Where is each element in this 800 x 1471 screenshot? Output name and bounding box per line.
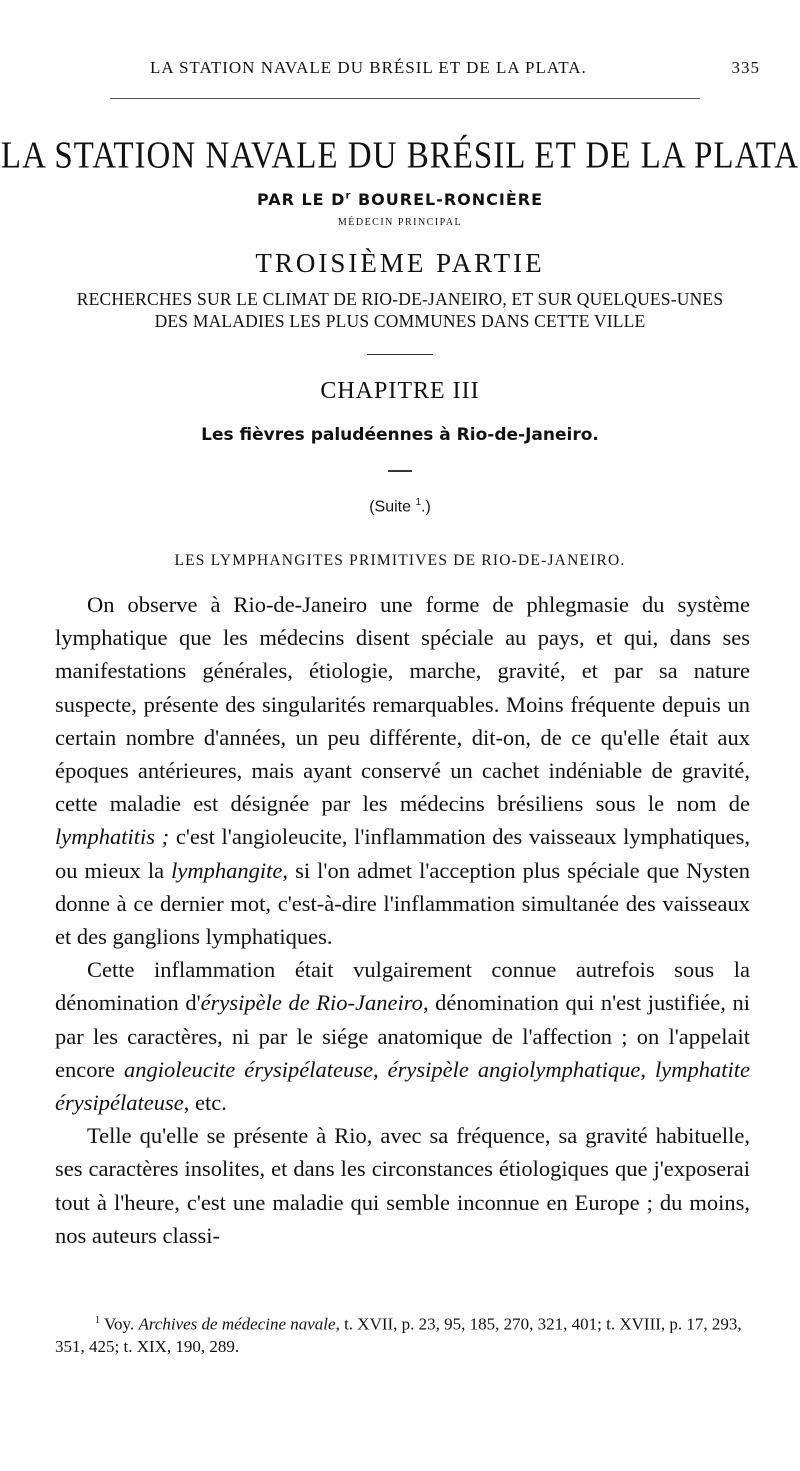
part-subtitle [0,288,800,332]
paragraph-1 [55,588,750,953]
page-number: 335 [731,58,760,77]
p1-text-a: On observe à Rio-de-Janeiro une forme de phlegmasie du système lymphatique que les médecins disent spéciale au pays, et qui, dans ses manifestations générales, étiologie, marche, gravité, et par sa nature suspecte, présente des singularités remarquables. Moins fréquente depuis un certain nombre d'années, un peu différente, dit-on, de ce qu'elle était aux époques antérieures, mais ayant conservé un cachet indéniable de gravité, cette maladie est désignée par les médecins brésiliens sous le nom de [55,592,750,817]
part-subtitle-line-1: RECHERCHES SUR LE CLIMAT DE RIO-DE-JANEIRO, ET SUR QUELQUES-UNES [76,289,724,309]
part-subtitle-line-2: DES MALADIES LES PLUS COMMUNES DANS CETTE VILLE [154,311,646,331]
p2-text-a: Cette inflammation était vulgairement connue autrefois sous la dénomination d' [55,957,750,1016]
suite-text: (Suite [369,498,411,516]
chapter-title: Les fièvres paludéennes à Rio-de-Janeiro. [201,425,599,445]
suite-close: .) [421,498,431,516]
p1-italic-1: lymphatitis ; [55,824,170,850]
short-divider [388,470,412,472]
author-sup: r [345,190,352,202]
footnote-journal: Archives de médecine navale [138,1314,336,1334]
p2-text-b: , dénomination qui n'est justifiée, ni par les caractères, ni par le siége anatomique de l'affection ; on l'appelait encore [55,990,750,1082]
suite-footnote-ref: 1 [415,497,422,508]
section-title: LES LYMPHANGITES PRIMITIVES DE RIO-DE-JANEIRO. [174,552,626,569]
p2-text-c: , etc. [183,1090,227,1116]
header-rule [110,98,700,99]
p2-italic-1: érysipèle de Rio-Janeiro [200,990,423,1016]
section-divider [367,354,433,355]
p2-italic-2: angioleucite érysipélateuse, érysipèle angiolymphatique, lymphatite érysipélateuse [55,1056,750,1116]
footnote-refs: , t. XVII, p. 23, 95, 185, 270, 321, 401; t. XVIII, p. 17, 293, 351, 425; t. XIX, 190, 289. [55,1314,742,1356]
author-line [0,190,800,209]
body-text [55,588,750,1252]
p1-italic-2: lymphangite [171,857,283,883]
article-title: LA STATION NAVALE DU BRÉSIL ET DE LA PLATA [0,135,800,177]
footnote [55,1310,755,1358]
paragraph-2 [55,953,750,1119]
footnote-mark: 1 [95,1315,100,1326]
author-prefix: PAR LE D [256,190,346,209]
chapter-heading: CHAPITRE III [320,378,480,404]
author-name: BOUREL-RONCIÈRE [351,190,544,209]
p1-text-b: c'est l'angioleucite, l'inflammation des vaisseaux lymphatiques, ou mieux la [55,824,750,883]
part-title: TROISIÈME PARTIE [255,248,545,278]
paragraph-3: Telle qu'elle se présente à Rio, avec sa fréquence, sa gravité habituelle, ses caractères insolites, et dans les circonstances étiologiques que j'exposerai tout à l'heure, c'est une maladie qui semble inconnue en Europe ; du moins, nos auteurs classi- [55,1123,750,1248]
author-role: MÉDECIN PRINCIPAL [337,217,463,228]
running-title: LA STATION NAVALE DU BRÉSIL ET DE LA PLATA. [150,58,587,77]
p1-text-c: , si l'on admet l'acception plus spéciale que Nysten donne à ce dernier mot, c'est-à-dire l'inflammation simultanée des vaisseaux et des ganglions lymphatiques. [55,857,751,950]
suite-note [0,497,800,516]
footnote-prefix: Voy. [100,1314,139,1334]
